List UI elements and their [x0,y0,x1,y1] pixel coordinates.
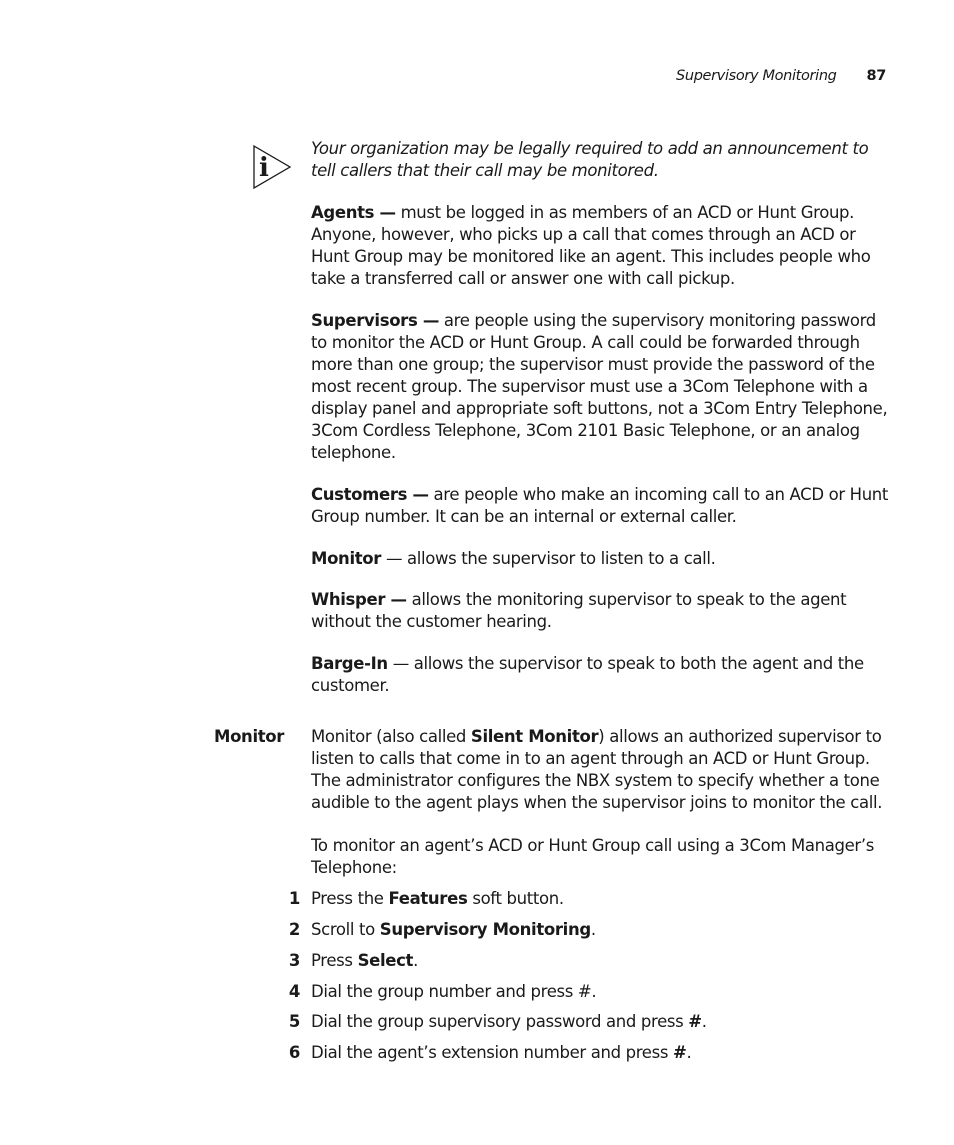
definition-term: Supervisors — [311,311,439,330]
monitor-intro-text: Monitor (also called [311,727,471,746]
definition-term: Whisper — [311,590,407,609]
definition-barge-in [311,653,896,697]
step-number: 2 [288,920,300,939]
definition-customers [311,484,896,528]
step-text: Scroll to Supervisory Monitoring. [311,920,596,939]
step-number: 5 [288,1012,300,1031]
definition-text: — allows the supervisor to listen to a call. [381,549,716,568]
step-text: Press the Features soft button. [311,889,564,908]
monitor-intro [311,726,896,814]
running-section-title: Supervisory Monitoring [676,68,837,84]
step-number: 4 [288,982,300,1001]
page-header [486,66,886,86]
monitor-intro-bold: Silent Monitor [470,727,599,746]
definition-term: Agents — [311,203,396,222]
page-number: 87 [866,68,886,84]
step-text: Dial the agent’s extension number and press #. [311,1043,692,1062]
procedure-intro [311,835,896,879]
definition-whisper [311,589,896,633]
svg-text:i: i [259,153,269,183]
definition-text: are people who make an incoming call to an ACD or Hunt Group number. It can be an internal or external caller. [311,485,889,526]
definition-text: — allows the supervisor to speak to both the agent and the customer. [311,654,864,695]
definition-text: are people using the supervisory monitoring password to monitor the ACD or Hunt Group. A call could be forwarded through more than one group; the supervisor must provide the password of the most recent group. The supervisor must use a 3Com Telephone with a display panel and appropriate soft buttons, not a 3Com Entry Telephone, 3Com Cordless Telephone, 3Com 2101 Basic Telephone, or an analog telephone. [311,311,888,462]
definition-supervisors [311,310,896,464]
section-heading-monitor: Monitor [214,727,285,746]
step-number: 3 [288,951,300,970]
info-note-icon [252,144,292,190]
definition-term: Customers — [311,485,429,504]
definition-text: must be logged in as members of an ACD or Hunt Group. Anyone, however, who picks up a call that comes through an ACD or Hunt Group may be monitored like an agent. This includes people who take a transferred call or answer one with call pickup. [311,203,871,288]
note-block [311,138,896,182]
procedure-intro-text: To monitor an agent’s ACD or Hunt Group call using a 3Com Manager’s Telephone: [311,836,875,877]
monitor-intro-text: ) allows an authorized supervisor to listen to calls that come in to an agent through an ACD or Hunt Group. The administrator configures the NBX system to specify whether a tone audible to the agent plays when the supervisor joins to monitor the call. [311,727,883,812]
definition-term: Monitor [311,549,382,568]
definition-agents [311,202,896,290]
step-number: 1 [288,889,300,908]
step-text: Dial the group supervisory password and press #. [311,1012,707,1031]
note-text: Your organization may be legally required to add an announcement to tell callers that their call may be monitored. [311,139,869,180]
definition-term: Barge-In [311,654,388,673]
definition-monitor [311,548,896,570]
step-text: Dial the group number and press #. [311,982,597,1001]
step-number: 6 [288,1043,300,1062]
step-text: Press Select. [311,951,418,970]
definition-text: allows the monitoring supervisor to speak to the agent without the customer hearing. [311,590,847,631]
